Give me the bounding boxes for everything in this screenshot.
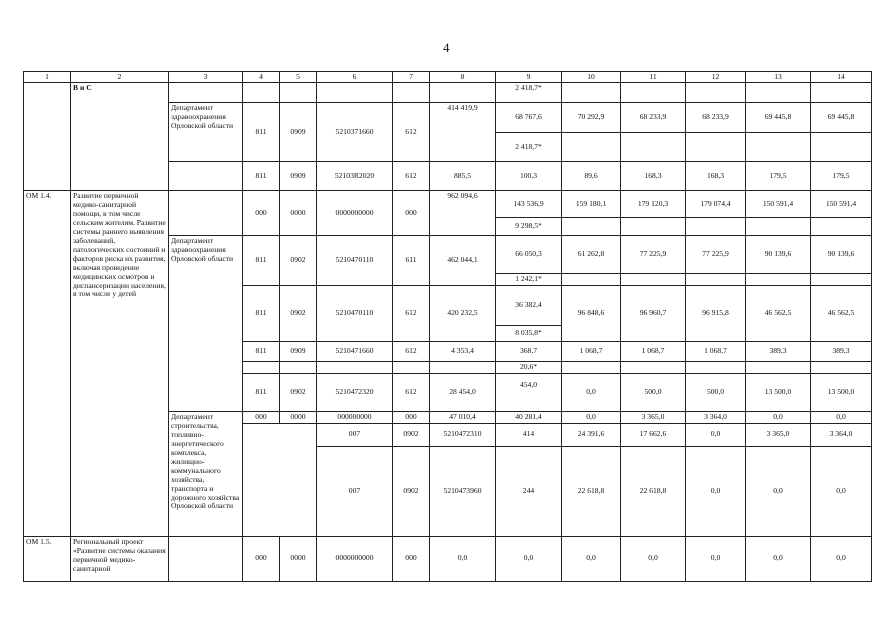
cell-rzpr: 0000: [280, 191, 317, 236]
cell-value: 179,5: [811, 162, 872, 191]
column-header: 5: [280, 72, 317, 83]
cell-value: 77 225,9: [621, 236, 686, 274]
cell-value: 46 562,5: [746, 286, 811, 342]
cell-event-name: В и С: [71, 83, 169, 191]
cell-rzpr: 0000: [280, 536, 317, 581]
cell-value: 0,0: [562, 373, 621, 411]
cell-event-code: ОМ 1.4.: [24, 191, 71, 537]
cell: [562, 83, 621, 103]
cell-vr: 000: [393, 536, 430, 581]
column-header: 2: [71, 72, 169, 83]
column-header: 14: [811, 72, 872, 83]
cell-rzpr: 0902: [280, 286, 317, 342]
cell-grbs: 811: [243, 342, 280, 362]
cell-event-name: Развитие первичной медико-санитарной помощи, в том числе сельским жителям. Развитие системы раннего выявления заболеваний, патологических состояний и факторов риска их развития, включая проведение медицинских осмотров и диспансеризации населения, в том числе у детей: [71, 191, 169, 537]
cell-value: 0,0: [746, 411, 811, 423]
cell-value: 0,0: [746, 446, 811, 536]
cell: [562, 274, 621, 286]
cell-value: 96 960,7: [621, 286, 686, 342]
cell: [243, 83, 280, 103]
cell: [243, 423, 280, 536]
cell: [280, 362, 317, 374]
cell-value: 368,7: [496, 342, 562, 362]
cell-rzpr: 0902: [280, 373, 317, 411]
column-header: 6: [317, 72, 393, 83]
cell-total: 24 391,6: [562, 423, 621, 446]
cell-value: 0,0: [562, 411, 621, 423]
cell-extra-value: 2 418,7*: [496, 133, 562, 162]
cell-value: 0,0: [621, 536, 686, 581]
cell-value: 77 225,9: [686, 236, 746, 274]
cell-value: 70 292,9: [562, 103, 621, 133]
cell-value: 168,3: [621, 162, 686, 191]
cell-csr: 0000000000: [317, 191, 393, 236]
cell: [811, 362, 872, 374]
cell-value: 0,0: [811, 411, 872, 423]
cell-rzpr: 0902: [393, 446, 430, 536]
cell-value: 3 364,0: [686, 411, 746, 423]
cell-csr: 5210473960: [430, 446, 496, 536]
cell-csr: 0000000000: [317, 536, 393, 581]
cell: [746, 83, 811, 103]
cell-value: 61 262,8: [562, 236, 621, 274]
cell-extra-value: 9 298,5*: [496, 218, 562, 236]
cell-value: 3 365,0: [746, 423, 811, 446]
cell: [811, 274, 872, 286]
cell-executor: [169, 191, 243, 236]
cell-value: 36 382,4: [496, 286, 562, 326]
cell-value: 150 591,4: [811, 191, 872, 218]
cell-value: 0,0: [686, 446, 746, 536]
cell-value: 66 050,3: [496, 236, 562, 274]
cell-csr: 5210371660: [317, 103, 393, 162]
cell-value: 159 180,1: [562, 191, 621, 218]
cell: [621, 274, 686, 286]
cell-vr: 612: [393, 373, 430, 411]
cell-total: 0,0: [430, 536, 496, 581]
cell-executor: [169, 162, 243, 191]
cell-total: 28 454,0: [430, 373, 496, 411]
cell-rzpr: 0000: [280, 411, 317, 423]
cell: [393, 83, 430, 103]
cell-vr: 000: [393, 411, 430, 423]
cell: [621, 218, 686, 236]
cell-value: 1 068,7: [686, 342, 746, 362]
cell: [746, 362, 811, 374]
page-number: 4: [443, 40, 450, 55]
cell-value: 22 618,8: [621, 446, 686, 536]
cell: [280, 83, 317, 103]
cell-vr: 612: [393, 103, 430, 162]
cell-value: 1 068,7: [562, 342, 621, 362]
cell-value: 96 848,6: [562, 286, 621, 342]
cell: [393, 362, 430, 374]
cell-value: 0,0: [562, 536, 621, 581]
column-header: 7: [393, 72, 430, 83]
cell-value: 500,0: [686, 373, 746, 411]
cell: [562, 133, 621, 162]
cell-executor: Департамент здравоохранения Орловской области: [169, 103, 243, 162]
cell-event-code: [24, 83, 71, 191]
table-row: [24, 83, 872, 103]
column-header: 13: [746, 72, 811, 83]
cell: [811, 133, 872, 162]
cell: [169, 83, 243, 103]
cell-value: 0,0: [811, 446, 872, 536]
cell-value: 40 281,4: [496, 411, 562, 423]
cell: [317, 362, 393, 374]
cell-vr: 612: [393, 286, 430, 342]
column-header: 12: [686, 72, 746, 83]
cell: [746, 133, 811, 162]
cell-grbs: 007: [317, 423, 393, 446]
cell-csr: 5210472320: [317, 373, 393, 411]
cell-value: 389,3: [811, 342, 872, 362]
cell-extra-value: 1 242,1*: [496, 274, 562, 286]
cell-vr: 414: [496, 423, 562, 446]
cell-grbs: 811: [243, 373, 280, 411]
cell-value: 46 562,5: [811, 286, 872, 342]
cell-value: 0,0: [496, 536, 562, 581]
cell-total: 962 094,6: [430, 191, 496, 236]
cell: [686, 362, 746, 374]
cell-extra-value: 8 035,8*: [496, 326, 562, 342]
cell-value: 13 500,0: [811, 373, 872, 411]
cell-value: 1 068,7: [621, 342, 686, 362]
header-row: [24, 72, 872, 83]
column-header: 4: [243, 72, 280, 83]
cell-grbs: 000: [243, 536, 280, 581]
cell-csr: 52103R2020: [317, 162, 393, 191]
cell: [430, 362, 496, 374]
cell: [621, 362, 686, 374]
cell-value: 17 662,6: [621, 423, 686, 446]
cell-extra-value: 2 418,7*: [496, 83, 562, 103]
cell-csr: 5210471660: [317, 342, 393, 362]
cell-rzpr: 0902: [393, 423, 430, 446]
cell-value: 3 365,0: [621, 411, 686, 423]
cell-rzpr: 0909: [280, 162, 317, 191]
cell-value: 179,5: [746, 162, 811, 191]
cell: [811, 83, 872, 103]
cell-value: 68 233,9: [621, 103, 686, 133]
cell-grbs: 811: [243, 286, 280, 342]
cell-rzpr: 0909: [280, 103, 317, 162]
cell-value: 168,3: [686, 162, 746, 191]
cell-vr: 612: [393, 342, 430, 362]
cell: [562, 218, 621, 236]
cell-executor: [169, 536, 243, 581]
cell-total: 414 419,9: [430, 103, 496, 162]
cell-grbs: 811: [243, 103, 280, 162]
cell-grbs: 007: [317, 446, 393, 536]
table-row: [24, 536, 872, 581]
cell-executor: Департамент здравоохранения Орловской области: [169, 236, 243, 412]
cell-value: 3 364,0: [811, 423, 872, 446]
cell: [686, 133, 746, 162]
cell-event-name: Региональный проект «Развитие системы оказания первичной медико-санитарной: [71, 536, 169, 581]
cell-value: 179 120,3: [621, 191, 686, 218]
column-header: 1: [24, 72, 71, 83]
table-row: [24, 191, 872, 218]
cell-value: 69 445,8: [746, 103, 811, 133]
cell: [430, 83, 496, 103]
cell-total: 420 232,5: [430, 286, 496, 342]
cell: [746, 218, 811, 236]
cell: [243, 362, 280, 374]
cell-value: 100,3: [496, 162, 562, 191]
column-header: 10: [562, 72, 621, 83]
cell-value: 0,0: [746, 536, 811, 581]
cell-csr: 5210470110: [317, 236, 393, 286]
cell-value: 68 233,9: [686, 103, 746, 133]
cell-value: 0,0: [686, 423, 746, 446]
cell-value: 69 445,8: [811, 103, 872, 133]
cell-value: 143 536,9: [496, 191, 562, 218]
cell-total: 47 010,4: [430, 411, 496, 423]
cell: [686, 218, 746, 236]
cell-vr: 000: [393, 191, 430, 236]
cell-value: 90 139,6: [746, 236, 811, 274]
column-header: 8: [430, 72, 496, 83]
column-header: 9: [496, 72, 562, 83]
column-header: 3: [169, 72, 243, 83]
cell-grbs: 000: [243, 191, 280, 236]
cell-csr: 000000000: [317, 411, 393, 423]
cell-executor: Департамент строительства, топливно-энергетического комплекса, жилищно-коммунального хозяйства, транспорта и дорожного хозяйства Орловской области: [169, 411, 243, 536]
cell-value: 13 500,0: [746, 373, 811, 411]
cell-total: 462 044,1: [430, 236, 496, 286]
cell-total: 885,5: [430, 162, 496, 191]
cell-value: 96 915,8: [686, 286, 746, 342]
cell-value: 389,3: [746, 342, 811, 362]
cell: [317, 83, 393, 103]
cell: [621, 133, 686, 162]
cell-value: 90 139,6: [811, 236, 872, 274]
cell-grbs: 811: [243, 236, 280, 286]
cell-rzpr: 0909: [280, 342, 317, 362]
cell-rzpr: 0902: [280, 236, 317, 286]
cell-value: 0,0: [686, 536, 746, 581]
cell-value: 454,0: [496, 373, 562, 411]
cell: [811, 218, 872, 236]
cell-total: 4 353,4: [430, 342, 496, 362]
cell-vr: 244: [496, 446, 562, 536]
cell-grbs: 811: [243, 162, 280, 191]
cell-value: 0,0: [811, 536, 872, 581]
budget-table: [23, 71, 872, 582]
column-header: 11: [621, 72, 686, 83]
cell-value: 150 591,4: [746, 191, 811, 218]
cell-event-code: ОМ 1.5.: [24, 536, 71, 581]
cell-csr: 5210470110: [317, 286, 393, 342]
cell-grbs: 000: [243, 411, 280, 423]
cell-value: 68 767,6: [496, 103, 562, 133]
cell: [686, 83, 746, 103]
cell-vr: 612: [393, 162, 430, 191]
cell-csr: 5210472310: [430, 423, 496, 446]
cell: [621, 83, 686, 103]
cell-vr: 611: [393, 236, 430, 286]
cell-value: 179 074,4: [686, 191, 746, 218]
cell: [562, 362, 621, 374]
cell: [686, 274, 746, 286]
cell-value: 89,6: [562, 162, 621, 191]
cell-extra-value: 20,6*: [496, 362, 562, 374]
cell-value: 500,0: [621, 373, 686, 411]
cell: [746, 274, 811, 286]
cell-total: 22 618,8: [562, 446, 621, 536]
cell: [280, 423, 317, 536]
